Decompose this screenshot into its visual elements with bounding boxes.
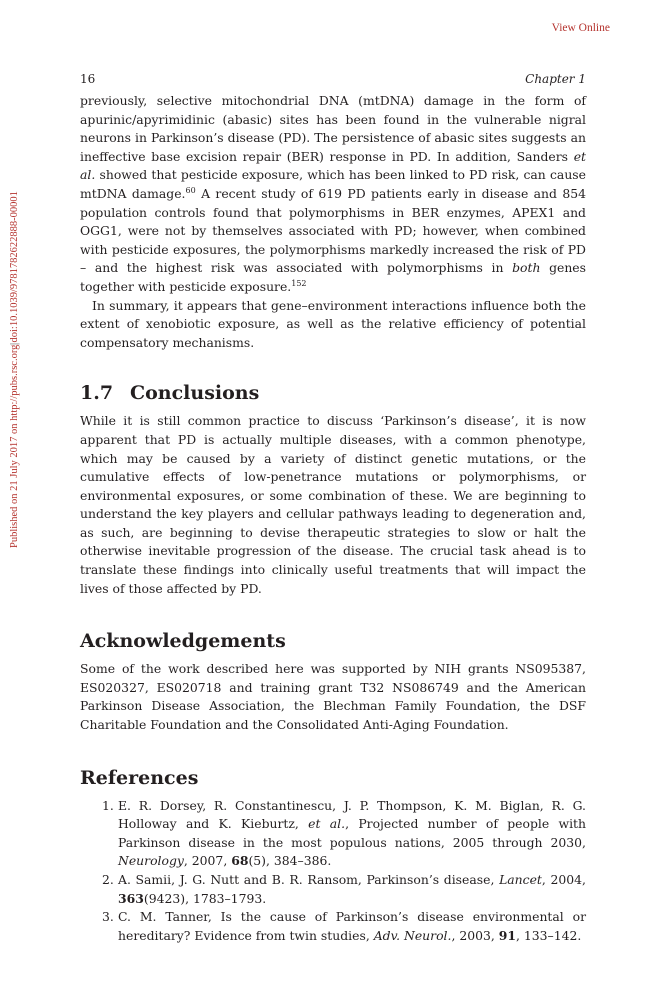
reference-item: 1. E. R. Dorsey, R. Constantinescu, J. P. Thompson, K. M. Biglan, R. G. Holloway and K. Kieburtz, et al., Projected number of people with Parkinson disease in the most populous nations, 2005 through 2030, Neurology, 2007, 68(5), 384–386. [102,797,586,869]
reference-number: 3. [102,909,114,925]
page-number: 16 [80,72,96,86]
chapter-label: Chapter 1 [525,72,586,86]
acknowledgements-paragraph: Some of the work described here was supported by NIH grants NS095387, ES020327, ES020718 and training grant T32 NS086749 and the American Parkinson Disease Association, the Blechman Family Foundation, the DSF Charitable Foundation and the Consolidated Anti-Aging Foundation. [80,661,586,733]
reference-number: 1. [102,797,114,813]
reference-number: 2. [102,872,114,887]
journal-name: Lancet [499,872,542,887]
conclusions-paragraph: While it is still common practice to discuss ‘Parkinson’s disease’, it is now apparent that PD is actually multiple diseases, with a common phenotype, which may be caused by a variety of distinct genetic mutations, or the cumulative effects of low-penetrance mutations or polymorphisms, or environmental exposures, or some combination of these. We are beginning to understand the key players and cellular pathways leading to degeneration and, as such, are beginning to devise therapeutic strategies to slow or halt the otherwise inevitable progression of the disease. The crucial task ahead is to translate these findings into clinically useful treatments that will impact the lives of those affected by PD. [80,413,586,596]
page-content [80,92,586,945]
section-number: 1.7 [80,382,114,405]
volume-number: 91 [498,927,516,943]
reference-item: 2. A. Samii, J. G. Nutt and B. R. Ransom, Parkinson’s disease, Lancet, 2004, 363(9423), 1783–1793. [102,872,586,906]
references-heading: References [80,766,199,789]
section-title: Conclusions [130,382,260,405]
summary-paragraph: In summary, it appears that gene–environment interactions influence both the extent of xenobiotic exposure, as well as the relative efficiency of potential compensatory mechanisms. [80,297,586,350]
both-italic: both [512,260,541,276]
stamp-separator: | [9,342,20,346]
view-online-link[interactable]: View Online [551,22,610,34]
publication-stamp [9,90,23,650]
running-head [80,72,586,86]
acknowledgements-heading: Acknowledgements [80,630,286,653]
journal-name: Adv. Neurol. [373,927,452,943]
section-heading-conclusions [80,382,586,404]
body-paragraph: previously, selective mitochondrial DNA (mtDNA) damage in the form of apurinic/apyrimidinic (abasic) sites has been found in the vulnerable nigral neurons in Parkinson’s disease (PD). The persistence of abasic sites suggests an ineffective base excision repair (BER) response in PD. In addition, Sanders et al. showed that pesticide exposure, which has been linked to PD risk, can cause mtDNA damage.$^{60}$ A recent study of 619 PD patients early in disease and 854 population controls found that polymorphisms in BER enzymes, APEX1 and OGG1, were not by themselves associated with PD; however, when combined with pesticide exposures, the polymorphisms markedly increased the risk of PD – and the highest risk was associated with polymorphisms in both genes together with pesticide exposure.$^{152}$ [80,93,586,294]
volume-number: 363 [118,890,144,906]
volume-number: 68 [231,853,249,869]
etal-italic: et al. [80,148,586,183]
reference-list [80,797,586,946]
published-link[interactable]: Published on 21 July 2017 on http://pubs.rsc.org [9,345,20,549]
doi-link[interactable]: doi:10.1039/9781782622888-00001 [9,191,20,343]
citation-ref[interactable]: 60 [185,185,196,195]
citation-ref[interactable]: 152 [291,278,307,288]
journal-name: Neurology [118,853,184,869]
reference-item: 3. C. M. Tanner, Is the cause of Parkinson’s disease environmental or hereditary? Evidence from twin studies, Adv. Neurol., 2003, 91, 133–142. [102,909,586,943]
